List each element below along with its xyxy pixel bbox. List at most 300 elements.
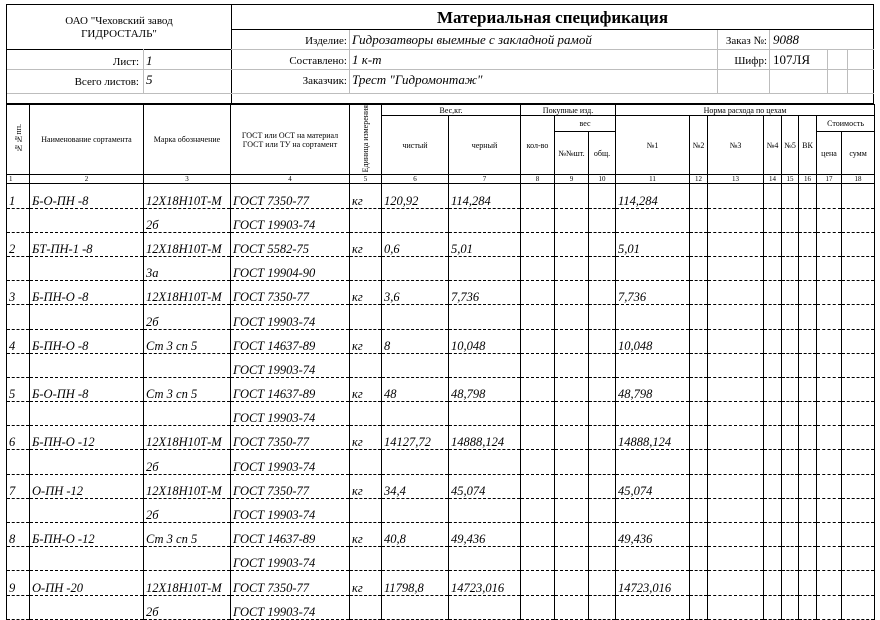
cell-grade: 2б [144,208,231,232]
cell-unit [350,450,382,474]
cell-num [7,256,30,280]
cell-w1 [616,208,690,232]
cell-gross: 10,048 [449,329,521,353]
cell-per-item [555,353,589,377]
cell-w2 [690,281,708,305]
cell-w4 [764,281,782,305]
cell-per-item [555,426,589,450]
cell-total [589,474,616,498]
cell-w5 [782,402,799,426]
cell-w3 [708,305,764,329]
cell-w4 [764,353,782,377]
cell-name: Б-ПН-О -8 [30,281,144,305]
cell-w1 [616,450,690,474]
cell-qty [521,595,555,619]
cell-price [817,595,842,619]
cell-name [30,353,144,377]
cell-w1: 10,048 [616,329,690,353]
cell-gross: 7,736 [449,281,521,305]
cell-sum [842,281,875,305]
cell-w4 [764,305,782,329]
cell-net: 14127,72 [382,426,449,450]
cell-w5 [782,595,799,619]
cell-gost: ГОСТ 19903-74 [231,402,350,426]
cell-grade: 2б [144,595,231,619]
cell-w1: 49,436 [616,523,690,547]
cell-vk [799,232,817,256]
cell-sum [842,377,875,401]
cell-total [589,377,616,401]
table-row [7,329,875,353]
org-name-line1: ОАО "Чеховский завод [65,15,173,27]
cell-w4 [764,547,782,571]
column-number: 15 [782,175,799,184]
cell-unit [350,353,382,377]
table-row [7,402,875,426]
cell-unit [350,256,382,280]
col-per-item-header: №№шт. [555,132,589,175]
header-block [6,4,874,104]
cell-per-item [555,547,589,571]
cell-sum [842,547,875,571]
cell-vk [799,305,817,329]
cell-net: 0,6 [382,232,449,256]
cell-sum [842,208,875,232]
col-name-header: Наименование сортамента [30,105,144,175]
cell-w5 [782,232,799,256]
cell-gost: ГОСТ 7350-77 [231,426,350,450]
cell-net [382,353,449,377]
cell-per-item [555,595,589,619]
cell-num: 6 [7,426,30,450]
cell-w1 [616,498,690,522]
cell-gost: ГОСТ 19904-90 [231,256,350,280]
cell-price [817,232,842,256]
col-total-header: общ. [589,132,616,175]
cell-sum [842,523,875,547]
cell-name: Б-ПН-О -12 [30,426,144,450]
cell-vk [799,450,817,474]
cell-unit: кг [350,523,382,547]
cell-unit [350,208,382,232]
cell-net: 3,6 [382,281,449,305]
cell-name [30,256,144,280]
cell-per-item [555,208,589,232]
cell-w1: 7,736 [616,281,690,305]
cell-total [589,305,616,329]
cell-grade: 12Х18Н10Т-М [144,571,231,595]
cell-gost: ГОСТ 14637-89 [231,377,350,401]
cell-grade [144,402,231,426]
product-label: Изделие: [305,35,347,47]
cell-w2 [690,208,708,232]
cell-total [589,353,616,377]
cell-grade: Ст 3 сп 5 [144,329,231,353]
cell-w1: 5,01 [616,232,690,256]
cell-gross: 45,074 [449,474,521,498]
cell-w3 [708,329,764,353]
cell-grade: 2б [144,450,231,474]
column-number: 14 [764,175,782,184]
cell-w1 [616,305,690,329]
cell-sum [842,450,875,474]
cell-per-item [555,305,589,329]
cell-net [382,402,449,426]
cell-net: 34,4 [382,474,449,498]
table-row [7,426,875,450]
cell-sum [842,595,875,619]
cell-w5 [782,377,799,401]
cell-gost: ГОСТ 19903-74 [231,353,350,377]
total-sheets-value: 5 [146,72,153,87]
cell-per-item [555,232,589,256]
cell-price [817,450,842,474]
cell-sum [842,571,875,595]
cell-qty [521,547,555,571]
cell-per-item [555,281,589,305]
column-number: 18 [842,175,875,184]
cell-total [589,281,616,305]
cell-w1 [616,353,690,377]
cell-total [589,232,616,256]
cell-per-item [555,474,589,498]
order-label: Заказ №: [725,35,767,47]
cell-grade: 12Х18Н10Т-М [144,281,231,305]
cell-num [7,498,30,522]
table-row [7,256,875,280]
cell-sum [842,232,875,256]
cell-w3 [708,256,764,280]
cell-name: О-ПН -20 [30,571,144,595]
cipher-value: 107ЛЯ [773,52,810,67]
col-purchased-group: Покупные изд. [521,105,616,116]
customer-value: Трест "Гидромонтаж" [352,72,483,87]
cell-qty [521,523,555,547]
cell-unit: кг [350,426,382,450]
cell-gost: ГОСТ 5582-75 [231,232,350,256]
cell-gross [449,450,521,474]
cell-net [382,547,449,571]
product-value: Гидрозатворы выемные с закладной рамой [352,32,592,47]
cell-w4 [764,329,782,353]
cell-net [382,256,449,280]
cell-total [589,523,616,547]
cell-unit: кг [350,329,382,353]
cell-sum [842,402,875,426]
cell-name: Б-О-ПН -8 [30,184,144,208]
cell-grade: 2б [144,305,231,329]
column-number: 4 [231,175,350,184]
cell-qty [521,305,555,329]
cell-num [7,450,30,474]
table-row [7,281,875,305]
cell-w4 [764,450,782,474]
cell-qty [521,208,555,232]
column-number: 8 [521,175,555,184]
column-number: 11 [616,175,690,184]
cell-name [30,305,144,329]
cell-qty [521,232,555,256]
col-w1-header: №1 [616,116,690,175]
column-number: 13 [708,175,764,184]
col-sum-header: сумм [842,132,875,175]
cell-grade: 12Х18Н10Т-М [144,232,231,256]
cell-num [7,402,30,426]
cell-vk [799,329,817,353]
cell-qty [521,256,555,280]
cell-grade: 12Х18Н10Т-М [144,426,231,450]
col-w4-header: №4 [764,116,782,175]
cell-grade: 12Х18Н10Т-М [144,474,231,498]
document-title: Материальная спецификация [436,8,669,27]
order-value: 9088 [773,32,799,47]
cell-price [817,426,842,450]
cell-unit: кг [350,571,382,595]
cell-net [382,305,449,329]
cell-per-item [555,523,589,547]
cell-gost: ГОСТ 19903-74 [231,595,350,619]
cell-w3 [708,523,764,547]
cell-name: Б-ПН-О -8 [30,329,144,353]
table-row [7,523,875,547]
cell-total [589,184,616,208]
cell-gross: 5,01 [449,232,521,256]
cell-total [589,402,616,426]
cell-w2 [690,184,708,208]
cell-w3 [708,377,764,401]
cell-qty [521,329,555,353]
cell-w2 [690,353,708,377]
cell-gost: ГОСТ 19903-74 [231,547,350,571]
cell-w1: 14888,124 [616,426,690,450]
cell-vk [799,402,817,426]
composed-label: Составлено: [289,55,347,67]
table-row [7,353,875,377]
cell-total [589,426,616,450]
cell-price [817,208,842,232]
cell-name: О-ПН -12 [30,474,144,498]
cell-sum [842,329,875,353]
cell-w3 [708,571,764,595]
cell-unit: кг [350,184,382,208]
column-number: 3 [144,175,231,184]
cell-vk [799,474,817,498]
cell-gross: 14723,016 [449,571,521,595]
cell-w4 [764,184,782,208]
cell-gross [449,498,521,522]
cell-vk [799,523,817,547]
cell-name [30,595,144,619]
cell-unit [350,595,382,619]
cell-name [30,402,144,426]
cell-name [30,498,144,522]
cell-gross [449,402,521,426]
cell-unit: кг [350,474,382,498]
cell-unit [350,305,382,329]
cell-net: 11798,8 [382,571,449,595]
col-gost-header: ГОСТ или ОСТ на материал ГОСТ или ТУ на сортамент [231,105,350,175]
cell-w5 [782,474,799,498]
cell-price [817,377,842,401]
col-w2-header: №2 [690,116,708,175]
cell-vk [799,571,817,595]
col-price-header: цена [817,132,842,175]
cell-vk [799,595,817,619]
cipher-label: Шифр: [734,55,767,67]
cell-num: 2 [7,232,30,256]
cell-w4 [764,232,782,256]
col-norm-group: Норма расхода по цехам [616,105,875,116]
table-row [7,232,875,256]
cell-qty [521,281,555,305]
cell-total [589,547,616,571]
cell-w1: 45,074 [616,474,690,498]
cell-total [589,571,616,595]
cell-w4 [764,377,782,401]
cell-w2 [690,305,708,329]
cell-gost: ГОСТ 14637-89 [231,329,350,353]
cell-vk [799,426,817,450]
cell-price [817,305,842,329]
cell-w5 [782,305,799,329]
cell-w5 [782,523,799,547]
cell-gross [449,595,521,619]
cell-price [817,571,842,595]
cell-per-item [555,571,589,595]
table-row [7,450,875,474]
cell-w5 [782,353,799,377]
column-number: 16 [799,175,817,184]
cell-num: 8 [7,523,30,547]
cell-num: 7 [7,474,30,498]
cell-unit: кг [350,281,382,305]
cell-qty [521,450,555,474]
cell-gost: ГОСТ 14637-89 [231,523,350,547]
cell-w2 [690,450,708,474]
cell-w2 [690,256,708,280]
cell-qty [521,377,555,401]
col-ves-header: вес [555,116,616,132]
cell-net: 8 [382,329,449,353]
cell-grade: 2б [144,498,231,522]
cell-total [589,208,616,232]
col-qty-header: кол-во [521,116,555,175]
column-number: 6 [382,175,449,184]
table-row [7,547,875,571]
cell-per-item [555,377,589,401]
cell-sum [842,184,875,208]
cell-num [7,305,30,329]
cell-net [382,595,449,619]
column-number: 1 [7,175,30,184]
cell-net: 120,92 [382,184,449,208]
cell-gross: 49,436 [449,523,521,547]
cell-gross [449,547,521,571]
cell-name [30,450,144,474]
cell-name [30,208,144,232]
cell-qty [521,571,555,595]
cell-grade: Ст 3 сп 5 [144,523,231,547]
col-grade-header: Марка обозначение [144,105,231,175]
cell-name: Б-ПН-О -12 [30,523,144,547]
cell-w1: 114,284 [616,184,690,208]
cell-unit [350,498,382,522]
cell-qty [521,474,555,498]
cell-num [7,208,30,232]
cell-w3 [708,474,764,498]
cell-num: 9 [7,571,30,595]
table-row [7,208,875,232]
cell-net [382,208,449,232]
cell-gross [449,208,521,232]
cell-grade: Ст 3 сп 5 [144,377,231,401]
cell-price [817,256,842,280]
cell-w5 [782,281,799,305]
cell-name: Б-О-ПН -8 [30,377,144,401]
cell-gross [449,353,521,377]
cell-per-item [555,329,589,353]
specification-sheet [6,4,874,619]
table-row [7,305,875,329]
cell-w5 [782,571,799,595]
cell-sum [842,426,875,450]
cell-sum [842,474,875,498]
cell-gost: ГОСТ 19903-74 [231,450,350,474]
cell-w1: 14723,016 [616,571,690,595]
table-row [7,595,875,619]
cell-total [589,595,616,619]
cell-price [817,474,842,498]
cell-w2 [690,329,708,353]
cell-w2 [690,426,708,450]
cell-per-item [555,450,589,474]
cell-w2 [690,595,708,619]
cell-qty [521,426,555,450]
cell-num [7,595,30,619]
cell-w3 [708,547,764,571]
cell-total [589,329,616,353]
cell-qty [521,498,555,522]
cell-w2 [690,571,708,595]
total-sheets-label: Всего листов: [74,76,139,88]
cell-w5 [782,426,799,450]
cell-w2 [690,474,708,498]
cell-grade [144,353,231,377]
cell-price [817,281,842,305]
cell-w5 [782,498,799,522]
cell-net [382,498,449,522]
cell-sum [842,498,875,522]
cell-net: 40,8 [382,523,449,547]
cell-sum [842,256,875,280]
cell-gost: ГОСТ 19903-74 [231,208,350,232]
cell-gost: ГОСТ 7350-77 [231,474,350,498]
cell-gost: ГОСТ 19903-74 [231,498,350,522]
cell-w3 [708,281,764,305]
cell-w3 [708,426,764,450]
cell-price [817,547,842,571]
cell-w4 [764,595,782,619]
cell-qty [521,184,555,208]
cell-grade: 3а [144,256,231,280]
cell-num: 5 [7,377,30,401]
cell-price [817,523,842,547]
cell-name: БТ-ПН-1 -8 [30,232,144,256]
cell-w4 [764,208,782,232]
cell-w3 [708,353,764,377]
cell-vk [799,256,817,280]
cell-w2 [690,547,708,571]
